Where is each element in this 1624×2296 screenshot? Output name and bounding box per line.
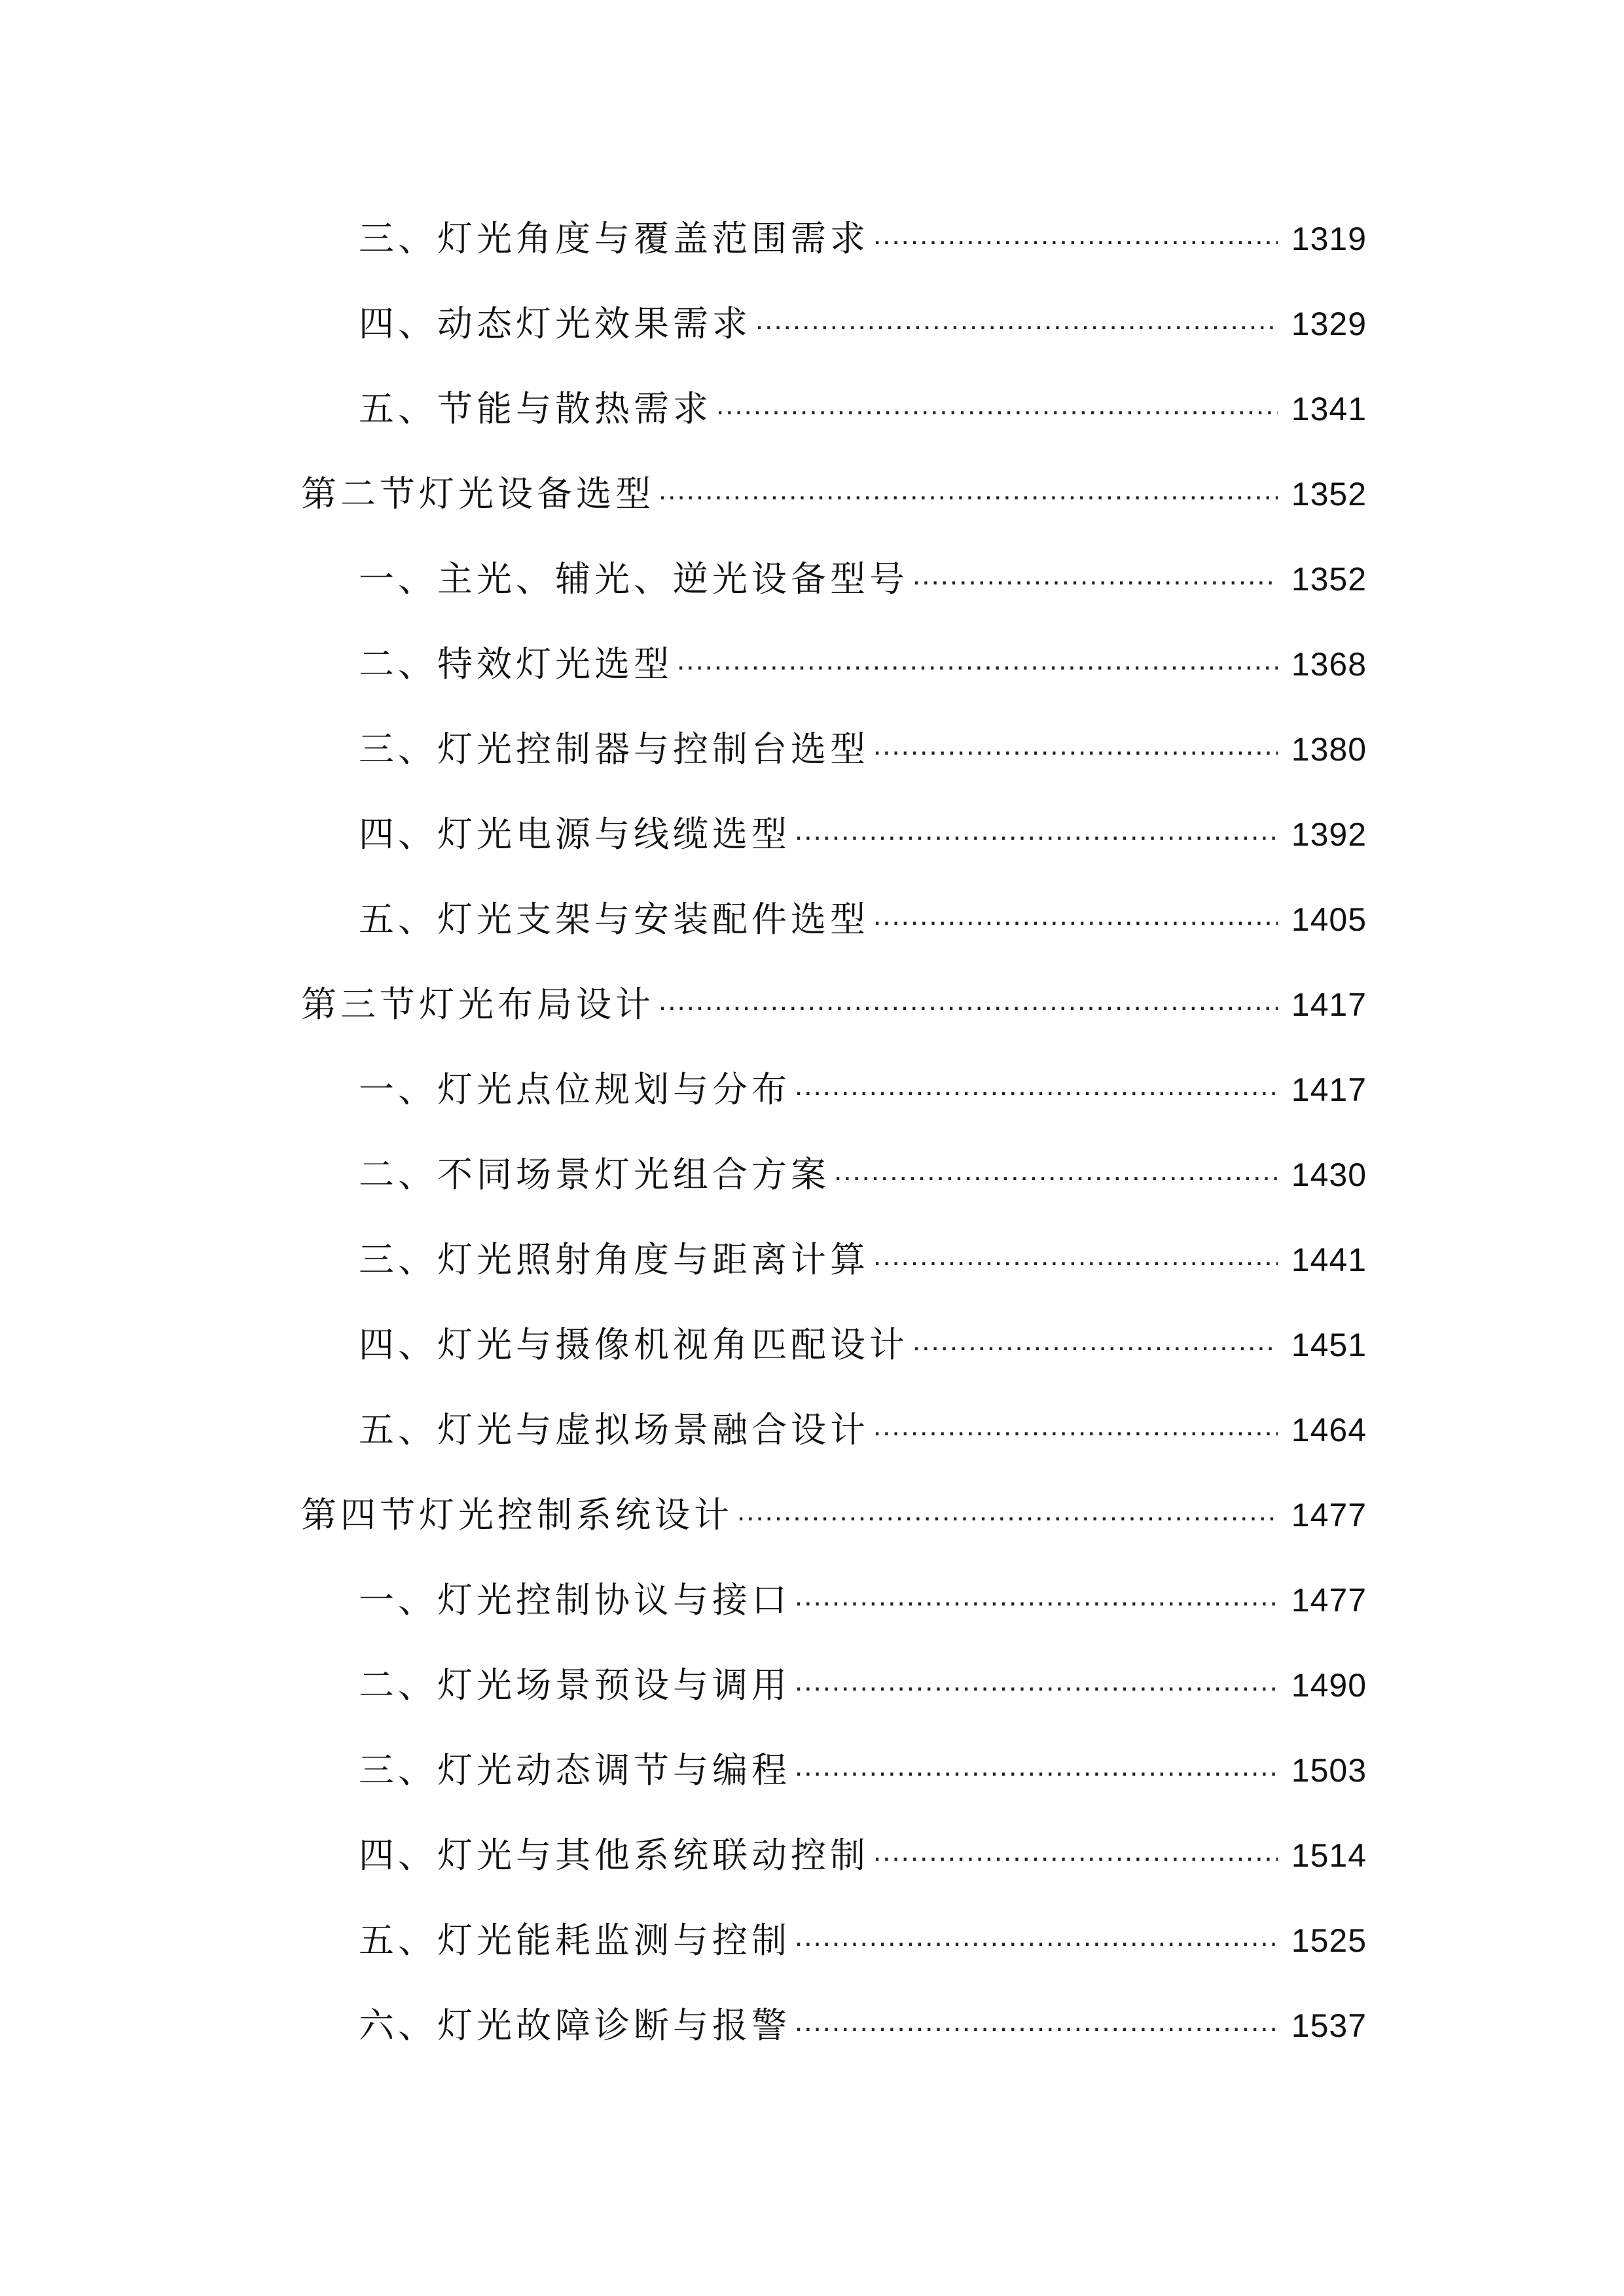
toc-dot-leader: [873, 713, 1278, 778]
toc-entry-title: 二、特效灯光选型: [359, 643, 673, 685]
toc-dot-leader: [659, 968, 1278, 1033]
toc-entry[interactable]: [0, 887, 1624, 952]
toc-page-number: 1514: [1291, 1837, 1367, 1874]
toc-page-number: 1329: [1291, 306, 1367, 342]
toc-dot-leader: [912, 1308, 1278, 1374]
toc-entry-title: 第二节灯光设备选型: [301, 473, 655, 514]
toc-page-number: 1430: [1291, 1157, 1367, 1193]
toc-page-number: 1490: [1291, 1667, 1367, 1704]
toc-page-number: 1319: [1291, 221, 1367, 257]
toc-dot-leader: [737, 1479, 1278, 1544]
toc-entry[interactable]: [0, 1738, 1624, 1803]
toc-page-number: 1405: [1291, 901, 1367, 938]
toc-dot-leader: [873, 1393, 1278, 1459]
toc-entry-title: 二、不同场景灯光组合方案: [359, 1154, 830, 1195]
toc-entry[interactable]: [0, 1993, 1624, 2058]
toc-entry-title: 第三节灯光布局设计: [301, 984, 655, 1025]
toc-dot-leader: [795, 1564, 1278, 1629]
toc-entry-title: 第四节灯光控制系统设计: [301, 1494, 733, 1535]
toc-section-entry[interactable]: [0, 461, 1624, 527]
toc-dot-leader: [795, 1649, 1278, 1714]
toc-entry[interactable]: [0, 1823, 1624, 1888]
toc-dot-leader: [912, 543, 1278, 608]
toc-entry[interactable]: [0, 376, 1624, 442]
toc-page-number: 1380: [1291, 731, 1367, 768]
toc-dot-leader: [873, 1819, 1278, 1884]
toc-entry[interactable]: [0, 802, 1624, 867]
toc-entry[interactable]: [0, 1568, 1624, 1633]
toc-page-number: 1441: [1291, 1242, 1367, 1278]
toc-entry[interactable]: [0, 1312, 1624, 1378]
toc-entry[interactable]: [0, 547, 1624, 612]
toc-entry-title: 一、灯光控制协议与接口: [359, 1579, 791, 1621]
toc-dot-leader: [677, 628, 1278, 693]
toc-entry-title: 五、节能与散热需求: [359, 388, 712, 429]
toc-entry-title: 一、主光、辅光、逆光设备型号: [359, 558, 909, 600]
toc-entry-title: 二、灯光场景预设与调用: [359, 1664, 791, 1706]
toc-dot-leader: [795, 1053, 1278, 1119]
toc-page-number: 1537: [1291, 2007, 1367, 2044]
toc-entry[interactable]: [0, 1142, 1624, 1208]
toc-dot-leader: [795, 1904, 1278, 1969]
toc-dot-leader: [659, 457, 1278, 523]
toc-entry[interactable]: [0, 291, 1624, 357]
toc-entry[interactable]: [0, 1653, 1624, 1718]
toc-entry[interactable]: [0, 1908, 1624, 1973]
toc-dot-leader: [795, 1989, 1278, 2054]
toc-dot-leader: [795, 1734, 1278, 1799]
toc-entry[interactable]: [0, 1227, 1624, 1293]
toc-entry-title: 四、灯光与摄像机视角匹配设计: [359, 1324, 909, 1365]
toc-dot-leader: [873, 202, 1278, 268]
toc-section-entry[interactable]: [0, 972, 1624, 1037]
toc-page-number: 1417: [1291, 986, 1367, 1023]
toc-entry-title: 一、灯光点位规划与分布: [359, 1069, 791, 1110]
toc-entry-title: 四、动态灯光效果需求: [359, 303, 751, 344]
toc-entry[interactable]: [0, 206, 1624, 272]
toc-page-number: 1341: [1291, 391, 1367, 427]
toc-page-number: 1464: [1291, 1412, 1367, 1448]
toc-dot-leader: [716, 372, 1278, 438]
toc-dot-leader: [873, 883, 1278, 948]
toc-page-number: 1451: [1291, 1327, 1367, 1363]
toc-page-number: 1368: [1291, 646, 1367, 683]
toc-entry-title: 五、灯光支架与安装配件选型: [359, 899, 869, 940]
toc-entry[interactable]: [0, 1057, 1624, 1122]
toc-page-number: 1352: [1291, 476, 1367, 512]
toc-entry-title: 三、灯光角度与覆盖范围需求: [359, 218, 869, 259]
toc-entry-title: 四、灯光电源与线缆选型: [359, 814, 791, 855]
toc-page-number: 1392: [1291, 816, 1367, 853]
toc-entry-title: 三、灯光动态调节与编程: [359, 1749, 791, 1791]
toc-dot-leader: [755, 287, 1278, 353]
toc-page-number: 1417: [1291, 1071, 1367, 1108]
toc-dot-leader: [795, 798, 1278, 863]
toc-dot-leader: [873, 1223, 1278, 1289]
toc-page-number: 1477: [1291, 1582, 1367, 1619]
toc-dot-leader: [834, 1138, 1278, 1204]
toc-entry[interactable]: [0, 717, 1624, 782]
toc-entry-title: 五、灯光能耗监测与控制: [359, 1920, 791, 1961]
toc-page-number: 1477: [1291, 1497, 1367, 1534]
toc-page-number: 1503: [1291, 1752, 1367, 1789]
toc-entry-title: 五、灯光与虚拟场景融合设计: [359, 1409, 869, 1450]
toc-entry[interactable]: [0, 632, 1624, 697]
toc-entry-title: 三、灯光照射角度与距离计算: [359, 1239, 869, 1280]
toc-entry-title: 四、灯光与其他系统联动控制: [359, 1835, 869, 1876]
toc-entry-title: 六、灯光故障诊断与报警: [359, 2005, 791, 2046]
toc-section-entry[interactable]: [0, 1482, 1624, 1548]
toc-page-number: 1352: [1291, 561, 1367, 598]
toc-page-number: 1525: [1291, 1922, 1367, 1959]
toc-entry[interactable]: [0, 1397, 1624, 1463]
toc-entry-title: 三、灯光控制器与控制台选型: [359, 728, 869, 770]
